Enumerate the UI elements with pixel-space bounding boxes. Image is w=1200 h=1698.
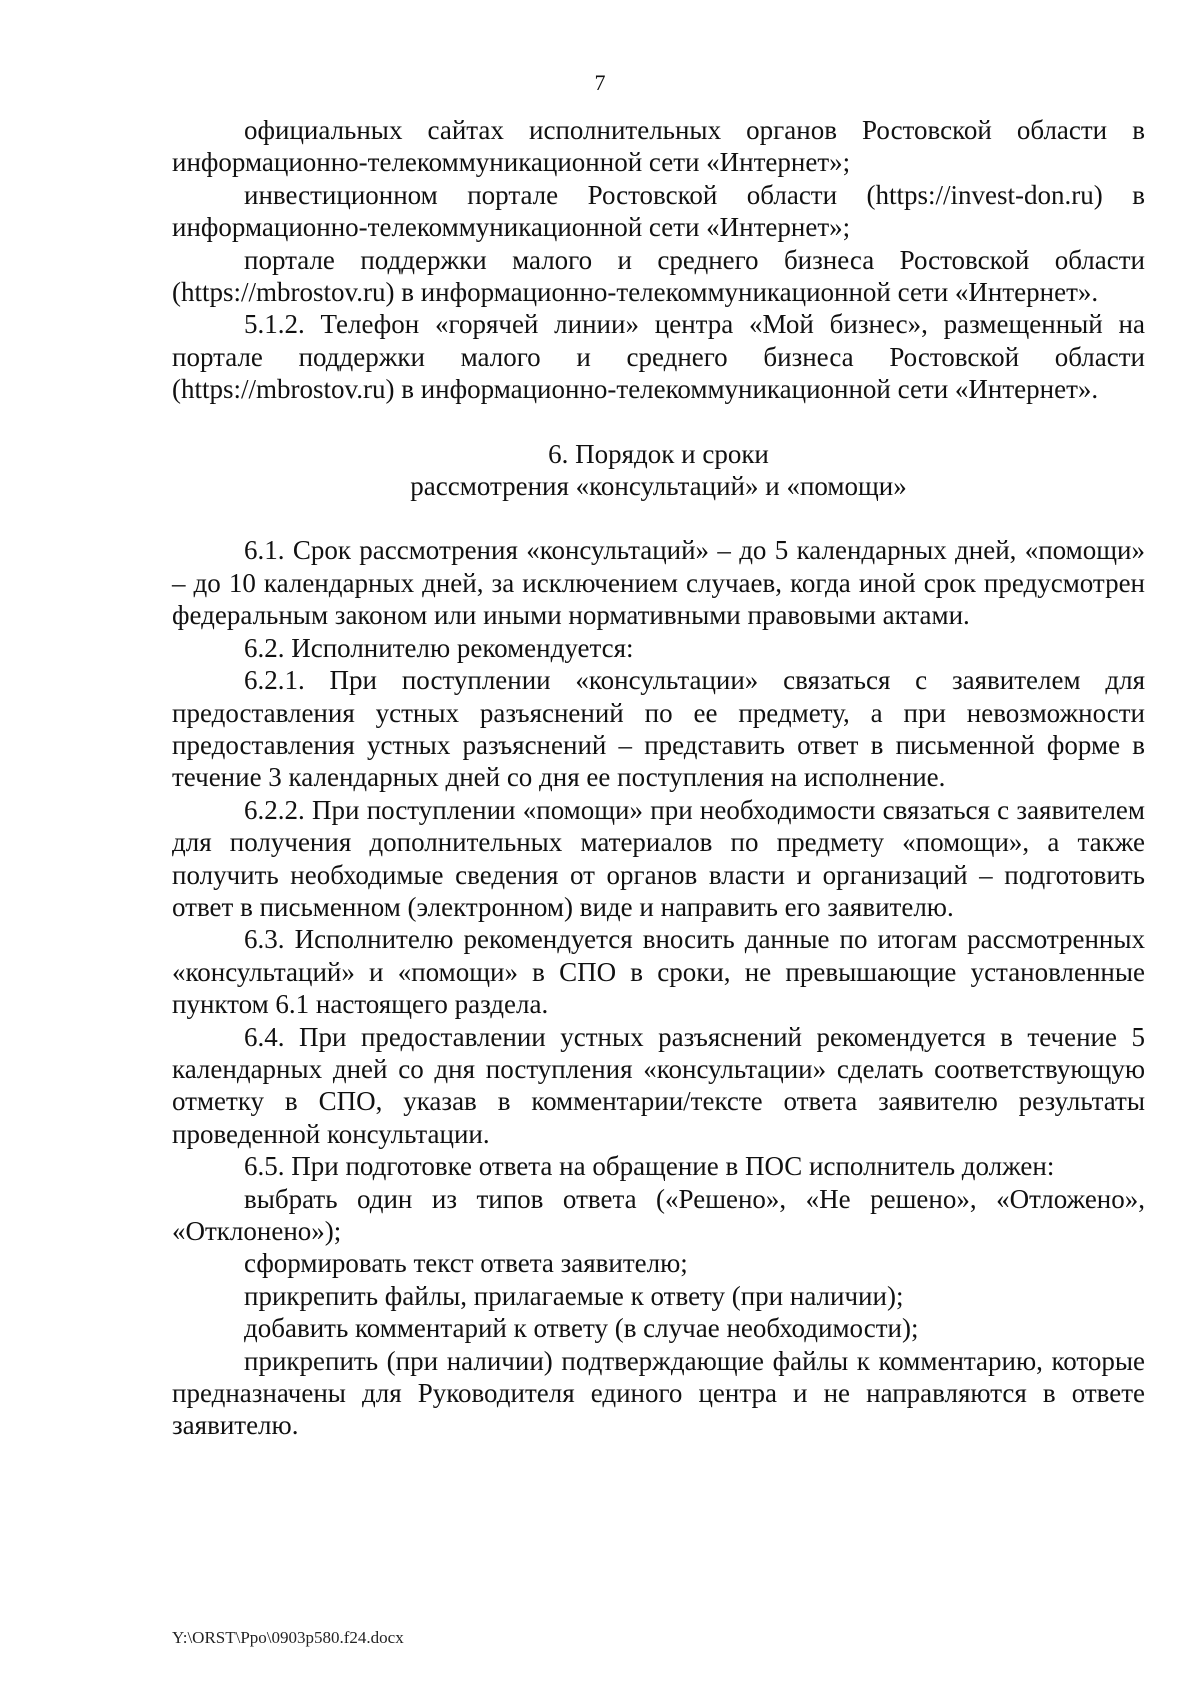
paragraph: официальных сайтах исполнительных органов Ростовской области в информационно-телекоммуникационной сети «Интернет»;	[172, 115, 1145, 178]
paragraph: 6.4. При предоставлении устных разъяснений рекомендуется в течение 5 календарных дней со дня поступления «консультации» сделать соответствующую отметку в СПО, указав в комментарии/тексте ответа заявителю результаты проведенной консультации.	[172, 1021, 1145, 1149]
footer-file-path: Y:\ORST\Ppo\0903p580.f24.docx	[172, 1628, 404, 1647]
page-number: 7	[594, 70, 606, 95]
paragraph: 6.5. При подготовке ответа на обращение в ПОС исполнитель должен:	[244, 1151, 1055, 1182]
list-item: добавить комментарий к ответу (в случае необходимости);	[244, 1313, 919, 1344]
paragraph: 6.2. Исполнителю рекомендуется:	[244, 632, 634, 663]
list-item: сформировать текст ответа заявителю;	[244, 1248, 688, 1279]
paragraph: 5.1.2. Телефон «горячей линии» центра «Мой бизнес», размещенный на портале поддержки малого и среднего бизнеса Ростовской области (https://mbrostov.ru) в информационно-телекоммуникационной сети «Интернет».	[172, 309, 1145, 405]
paragraph: портале поддержки малого и среднего бизнеса Ростовской области (https://mbrostov.ru) в информационно-телекоммуникационной сети «Интернет».	[172, 244, 1145, 308]
document-body	[172, 114, 1145, 1442]
spacer	[172, 502, 1145, 534]
spacer	[172, 406, 1145, 438]
section-heading-line1: 6. Порядок и сроки	[548, 438, 769, 469]
paragraph: 6.2.1. При поступлении «консультации» связаться с заявителем для предоставления устных разъяснений по ее предмету, а при невозможности предоставления устных разъяснений – представить ответ в письменной форме в течение 3 календарных дней со дня ее поступления на исполнение.	[172, 665, 1145, 793]
list-item: прикрепить файлы, прилагаемые к ответу (при наличии);	[244, 1280, 904, 1311]
section-heading-line2: рассмотрения «консультаций» и «помощи»	[410, 471, 907, 502]
paragraph: 6.3. Исполнителю рекомендуется вносить данные по итогам рассмотренных «консультаций» и «помощи» в СПО в сроки, не превышающие установленные пунктом 6.1 настоящего раздела.	[172, 924, 1145, 1020]
list-item: выбрать один из типов ответа («Решено», «Не решено», «Отложено», «Отклонено»);	[172, 1183, 1145, 1246]
paragraph: 6.2.2. При поступлении «помощи» при необходимости связаться с заявителем для получения дополнительных материалов по предмету «помощи», а также получить необходимые сведения от органов власти и организаций – подготовить ответ в письменном (электронном) виде и направить его заявителю.	[172, 794, 1145, 922]
list-item: прикрепить (при наличии) подтверждающие файлы к комментарию, которые предназначены для Руководителя единого центра и не направляются в ответе заявителю.	[172, 1345, 1145, 1441]
paragraph: 6.1. Срок рассмотрения «консультаций» – до 5 календарных дней, «помощи» – до 10 календарных дней, за исключением случаев, когда иной срок предусмотрен федеральным законом или иными нормативными правовыми актами.	[172, 535, 1145, 631]
paragraph: инвестиционном портале Ростовской области (https://invest-don.ru) в информационно-телекоммуникационной сети «Интернет»;	[172, 179, 1145, 243]
